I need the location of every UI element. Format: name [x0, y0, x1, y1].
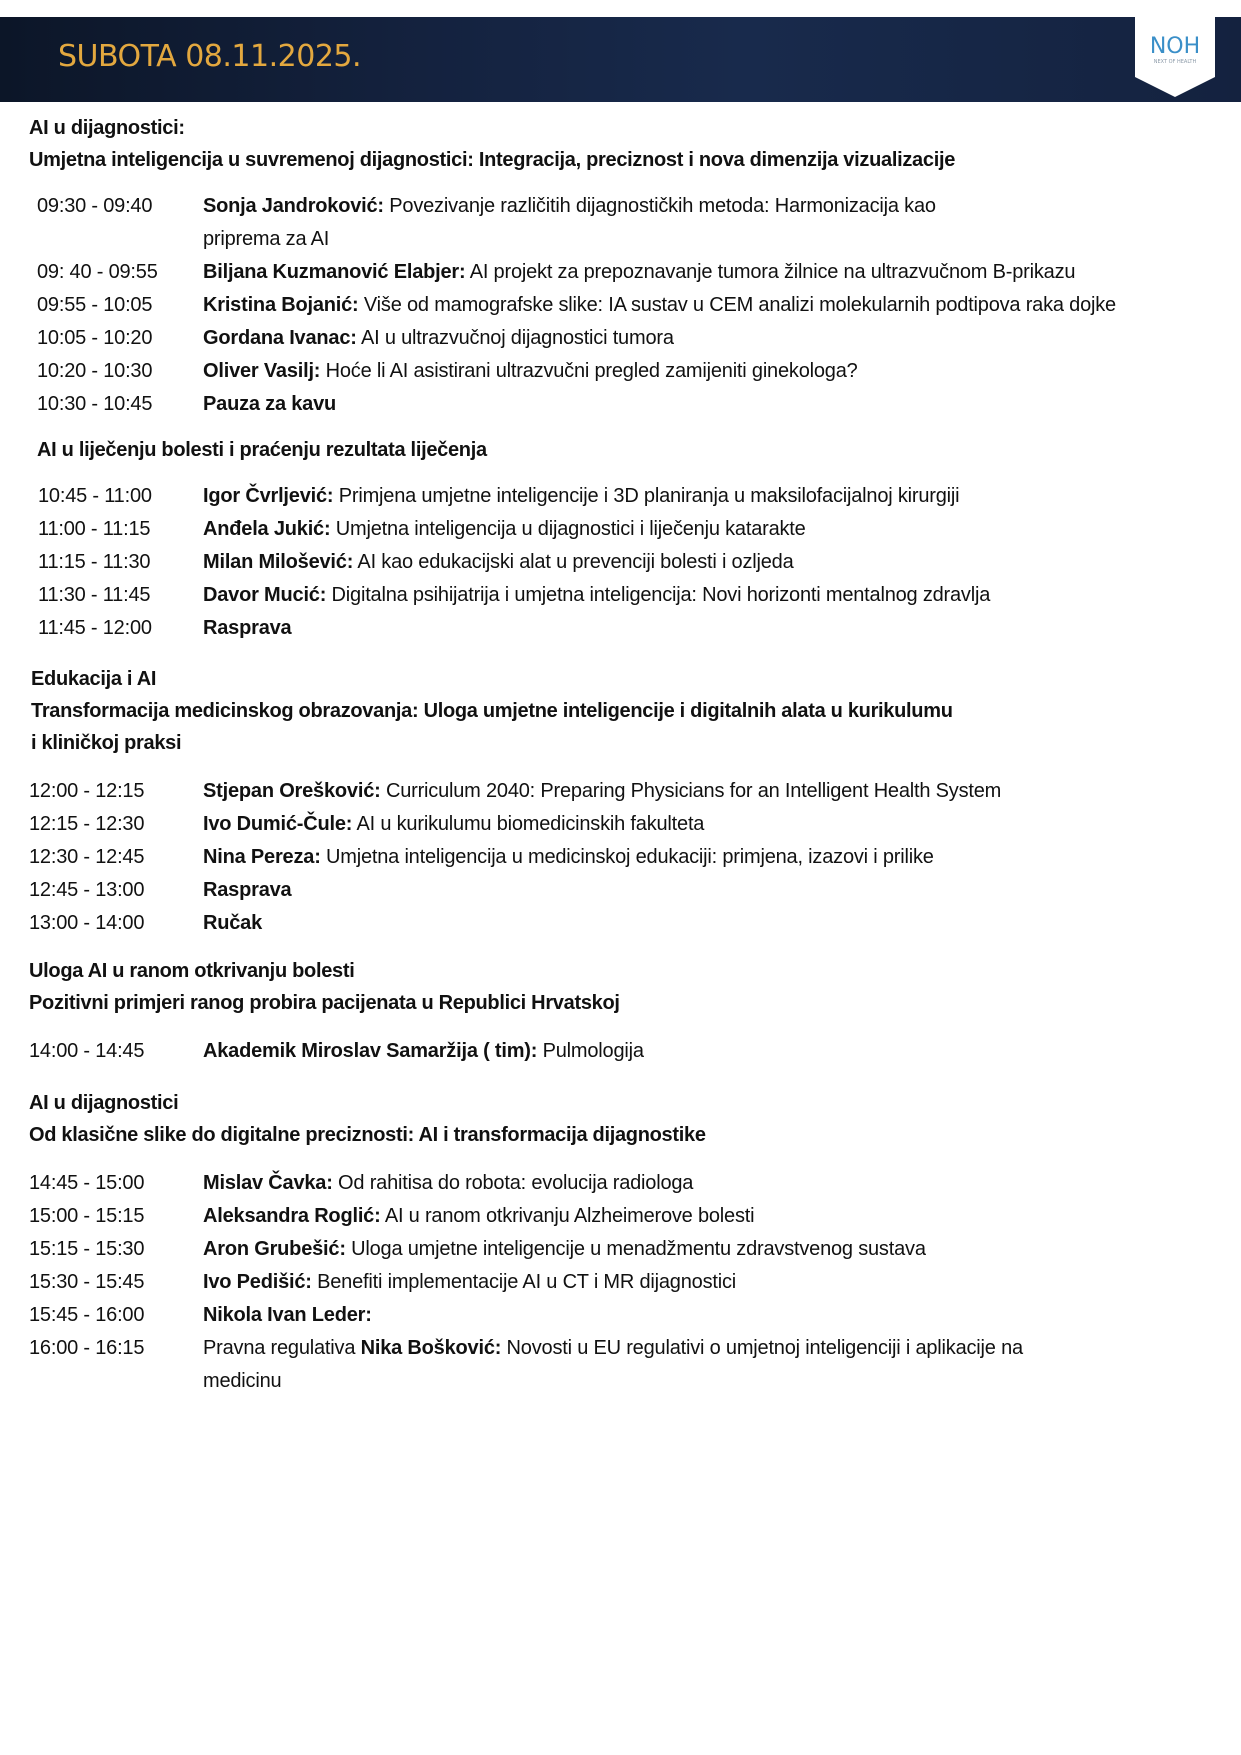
- talk-description: [203, 322, 674, 355]
- speaker-name: Sonja Jandroković:: [203, 195, 384, 217]
- speaker-name: Ručak: [203, 912, 263, 934]
- speaker-name: Davor Mucić:: [203, 584, 327, 606]
- section-subtitle: i kliničkoj praksi: [31, 732, 182, 754]
- speaker-name: Anđela Jukić:: [203, 518, 331, 540]
- talk-description: [203, 256, 1075, 289]
- time-slot: 09:55 - 10:05: [37, 294, 153, 316]
- speaker-name: Nikola Ivan Leder:: [203, 1304, 372, 1326]
- time-slot: 12:00 - 12:15: [29, 780, 145, 802]
- section-subtitle: Od klasične slike do digitalne preciznosti: AI i transformacija dijagnostike: [29, 1124, 706, 1146]
- speaker-name: Pauza za kavu: [203, 393, 337, 415]
- speaker-name: Kristina Bojanić:: [203, 294, 359, 316]
- time-slot: 11:30 - 11:45: [38, 584, 151, 606]
- speaker-name: Aleksandra Roglić:: [203, 1205, 381, 1227]
- section-subtitle: Pozitivni primjeri ranog probira pacijenata u Republici Hrvatskoj: [29, 992, 620, 1014]
- talk-title: Primjena umjetne inteligencije i 3D planiranja u maksilofacijalnoj kirurgiji: [333, 485, 960, 507]
- talk-title: Više od mamografske slike: IA sustav u CEM analizi molekularnih podtipova raka dojke: [358, 294, 1116, 316]
- time-slot: 12:30 - 12:45: [29, 846, 145, 868]
- talk-title-continuation: priprema za AI: [203, 228, 330, 250]
- talk-description: [203, 190, 936, 223]
- time-slot: 09:30 - 09:40: [37, 195, 153, 217]
- talk-title: Novosti u EU regulativi o umjetnoj inteligenciji i aplikacije na: [501, 1337, 1023, 1359]
- time-slot: 13:00 - 14:00: [29, 912, 145, 934]
- page-title: SUBOTA 08.11.2025.: [58, 39, 362, 74]
- time-slot: 15:00 - 15:15: [29, 1205, 145, 1227]
- talk-description: [203, 579, 990, 612]
- talk-description: [203, 775, 1001, 808]
- talk-description: [203, 1332, 1023, 1365]
- speaker-name: Rasprava: [203, 617, 292, 639]
- talk-description: [203, 612, 291, 645]
- talk-description: [203, 1167, 693, 1200]
- speaker-name: Nika Bošković:: [360, 1337, 502, 1359]
- speaker-name: Akademik Miroslav Samaržija ( tim):: [203, 1040, 538, 1062]
- speaker-name: Biljana Kuzmanović Elabjer:: [203, 261, 466, 283]
- talk-description: [203, 513, 806, 546]
- talk-title-continuation: medicinu: [203, 1370, 282, 1392]
- talk-description: [203, 1035, 644, 1068]
- talk-description: [203, 1233, 926, 1266]
- talk-title: AI u kurikulumu biomedicinskih fakulteta: [352, 813, 705, 835]
- talk-description: [203, 546, 794, 579]
- talk-title: Od rahitisa do robota: evolucija radiologa: [332, 1172, 694, 1194]
- time-slot: 11:15 - 11:30: [38, 551, 151, 573]
- logo-subtitle: NEXT OF HEALTH: [1153, 59, 1197, 65]
- time-slot: 16:00 - 16:15: [29, 1337, 145, 1359]
- time-slot: 14:00 - 14:45: [29, 1040, 145, 1062]
- section-title: AI u liječenju bolesti i praćenju rezultata liječenja: [37, 439, 487, 461]
- time-slot: 10:30 - 10:45: [37, 393, 153, 415]
- noh-logo: [1135, 17, 1215, 97]
- talk-title: Hoće li AI asistirani ultrazvučni pregled zamijeniti ginekologa?: [320, 360, 858, 382]
- time-slot: 12:15 - 12:30: [29, 813, 145, 835]
- talk-title: Digitalna psihijatrija i umjetna inteligencija: Novi horizonti mentalnog zdravlja: [326, 584, 991, 606]
- section-title: AI u dijagnostici: [29, 1092, 179, 1114]
- speaker-name: Igor Čvrljević:: [203, 485, 334, 507]
- talk-description: [203, 388, 336, 421]
- talk-description: [203, 1299, 372, 1332]
- speaker-name: Gordana Ivanac:: [203, 327, 357, 349]
- speaker-name: Mislav Čavka:: [203, 1172, 333, 1194]
- time-slot: 15:15 - 15:30: [29, 1238, 145, 1260]
- speaker-name: Rasprava: [203, 879, 292, 901]
- time-slot: 10:45 - 11:00: [38, 485, 152, 507]
- talk-description: [203, 355, 858, 388]
- time-slot: 15:45 - 16:00: [29, 1304, 145, 1326]
- time-slot: 15:30 - 15:45: [29, 1271, 145, 1293]
- time-slot: 11:00 - 11:15: [38, 518, 151, 540]
- talk-title: AI u ranom otkrivanju Alzheimerove bolesti: [380, 1205, 755, 1227]
- section-subtitle: Transformacija medicinskog obrazovanja: Uloga umjetne inteligencije i digitalnih alata u kurikulumu: [31, 700, 953, 722]
- section-title: Uloga AI u ranom otkrivanju bolesti: [29, 960, 355, 982]
- speaker-name: Ivo Pedišić:: [203, 1271, 312, 1293]
- time-slot: 12:45 - 13:00: [29, 879, 145, 901]
- speaker-name: Ivo Dumić-Čule:: [203, 813, 353, 835]
- time-slot: 09: 40 - 09:55: [37, 261, 158, 283]
- time-slot: 14:45 - 15:00: [29, 1172, 145, 1194]
- talk-title: Curriculum 2040: Preparing Physicians for an Intelligent Health System: [380, 780, 1002, 802]
- time-slot: 10:05 - 10:20: [37, 327, 153, 349]
- talk-title: AI kao edukacijski alat u prevenciji bolesti i ozljeda: [353, 551, 794, 573]
- session-label: Pravna regulativa: [203, 1337, 361, 1359]
- talk-description: [203, 907, 262, 940]
- time-slot: 11:45 - 12:00: [38, 617, 152, 639]
- talk-description: [203, 808, 704, 841]
- speaker-name: Oliver Vasilj:: [203, 360, 321, 382]
- talk-title: Povezivanje različitih dijagnostičkih metoda: Harmonizacija kao: [383, 195, 936, 217]
- talk-title: Uloga umjetne inteligencije u menadžmentu zdravstvenog sustava: [345, 1238, 926, 1260]
- talk-description: [203, 841, 934, 874]
- logo-text: NOH: [1149, 34, 1201, 59]
- talk-title: Umjetna inteligencija u dijagnostici i liječenju katarakte: [330, 518, 806, 540]
- header-banner: [0, 17, 1241, 102]
- speaker-name: Milan Milošević:: [203, 551, 354, 573]
- section-title: Edukacija i AI: [31, 668, 157, 690]
- talk-description: [203, 1200, 754, 1233]
- time-slot: 10:20 - 10:30: [37, 360, 153, 382]
- section-title: AI u dijagnostici:: [29, 117, 185, 139]
- talk-description: [203, 480, 959, 513]
- talk-description: [203, 874, 291, 907]
- talk-title: Pulmologija: [537, 1040, 644, 1062]
- speaker-name: Aron Grubešić:: [203, 1238, 346, 1260]
- talk-description: [203, 289, 1116, 322]
- talk-description: [203, 1266, 736, 1299]
- talk-title: Benefiti implementacije AI u CT i MR dijagnostici: [311, 1271, 737, 1293]
- section-subtitle: Umjetna inteligencija u suvremenoj dijagnostici: Integracija, preciznost i nova dimenzija vizualizacije: [29, 149, 956, 171]
- speaker-name: Stjepan Orešković:: [203, 780, 381, 802]
- talk-title: AI projekt za prepoznavanje tumora žilnice na ultrazvučnom B-prikazu: [465, 261, 1076, 283]
- speaker-name: Nina Pereza:: [203, 846, 321, 868]
- talk-title: AI u ultrazvučnoj dijagnostici tumora: [356, 327, 674, 349]
- talk-title: Umjetna inteligencija u medicinskoj edukaciji: primjena, izazovi i prilike: [320, 846, 934, 868]
- logo-badge-icon: [1135, 17, 1215, 97]
